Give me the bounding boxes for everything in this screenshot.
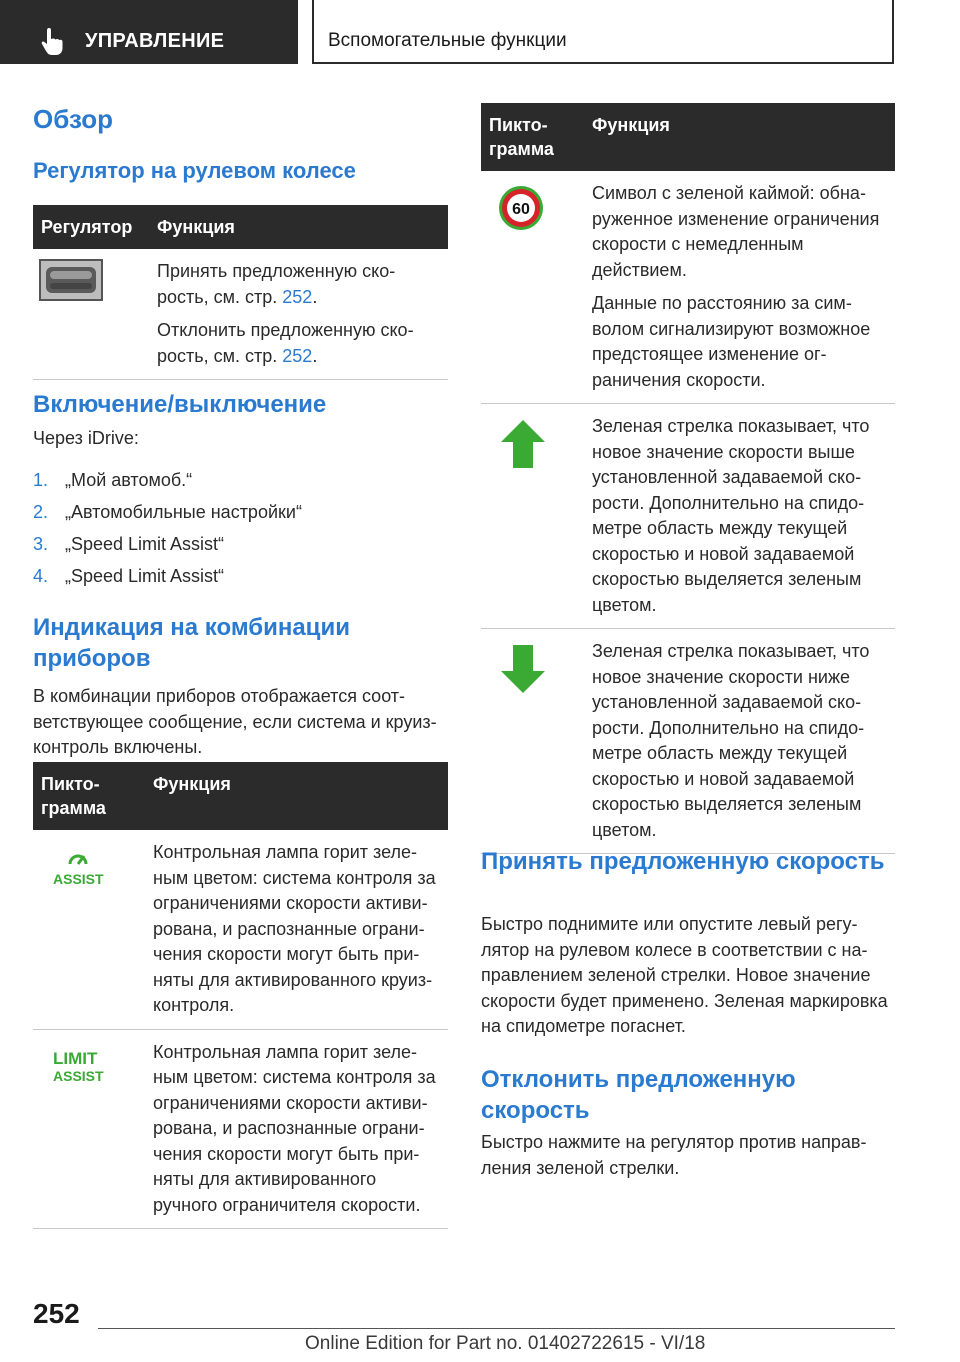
assist-icon-label: ASSIST bbox=[53, 1067, 104, 1084]
table-row bbox=[33, 830, 448, 1029]
table-row bbox=[33, 1029, 448, 1229]
indication-desc: Контрольная лампа горит зеленым цветом: система контроля за ограничениями скорости активирована, и распознанные ограничения скорости могут быть приняты для активированного ручного ограничителя скорости. bbox=[145, 1029, 448, 1229]
symbol-desc: Данные по расстоянию за символом сигнализируют возможное предстоящее изменение ограничения скорости. bbox=[592, 293, 871, 390]
list-item: 4. „Speed Limit Assist“ bbox=[33, 566, 225, 586]
accept-text: Быстро поднимите или опустите левый регулятор на рулевом колесе в соответствии с направлением зеленой стрелки. Новое значение скорости будет применено. Зеленая маркировка на спидометре погаснет. bbox=[481, 914, 888, 1036]
reject-ref: Отклонить предложенную скорость, см. стр. 252. bbox=[157, 320, 414, 366]
reject-title: Отклонить предложенную скорость bbox=[481, 1066, 796, 1124]
col-header-icon: Пиктограмма bbox=[33, 762, 145, 830]
onoff-title: Включение/выключение bbox=[33, 391, 327, 418]
steps-list bbox=[33, 464, 302, 592]
col-header-function: Функция bbox=[149, 205, 448, 249]
section-title: УПРАВЛЕНИЕ bbox=[85, 30, 225, 52]
page-link[interactable]: 252 bbox=[282, 345, 313, 366]
col-header-icon: Пиктограмма bbox=[481, 103, 584, 171]
accept-ref: Принять предложенную скорость, см. стр. 252. bbox=[157, 261, 396, 307]
page-number: 252 bbox=[33, 1298, 80, 1329]
page-link[interactable]: 252 bbox=[282, 286, 313, 307]
table-row bbox=[481, 629, 895, 854]
accept-title: Принять предложенную скорость bbox=[481, 848, 885, 875]
onoff-via: Через iDrive: bbox=[33, 428, 139, 448]
indication-desc: Контрольная лампа горит зеленым цветом: система контроля за ограничениями скорости активирована, и распознанные ограничения скорости могут быть приняты для активированного круиз-контроля. bbox=[145, 830, 448, 1029]
symbol-desc: Символ с зеленой каймой: обнаруженное изменение ограничения скорости с немедленным действием. bbox=[592, 183, 880, 280]
table-row bbox=[481, 171, 895, 404]
chapter-header bbox=[312, 0, 894, 64]
chapter-title: Вспомогательные функции bbox=[328, 30, 567, 51]
list-item: 2. „Автомобильные настройки“ bbox=[33, 502, 302, 522]
list-item: 1. „Мой автомоб.“ bbox=[33, 470, 193, 490]
list-item: 3. „Speed Limit Assist“ bbox=[33, 534, 225, 554]
table-row bbox=[33, 249, 448, 380]
section-tab[interactable] bbox=[0, 0, 298, 64]
arrow-down-icon bbox=[489, 643, 549, 695]
overview-subtitle: Регулятор на рулевом колесе bbox=[33, 158, 356, 183]
limit-assist-icon bbox=[41, 1046, 121, 1086]
steering-lever-icon bbox=[39, 259, 103, 301]
limit-icon-label: LIMIT bbox=[53, 1048, 98, 1068]
reject-text: Быстро нажмите на регулятор против направления зеленой стрелки. bbox=[481, 1132, 867, 1178]
assist-icon-label: ASSIST bbox=[53, 871, 104, 887]
edition-footer: Online Edition for Part no. 01402722615 - VI/18 bbox=[305, 1333, 706, 1354]
assist-icon bbox=[41, 848, 121, 888]
speed-limit-60-icon bbox=[489, 183, 549, 233]
hand-pointer-icon bbox=[40, 26, 64, 56]
indication-text: В комбинации приборов отображается соответствующее сообщение, если система и круиз-контроль включены. bbox=[33, 686, 437, 757]
speed-value: 60 bbox=[512, 201, 530, 218]
symbol-desc: Зеленая стрелка показывает, что новое значение скорости выше установленной задаваемой скорости. Дополнительно на спидометре область между текущей скоростью и новой задаваемой скоростью выделяется зеленым цветом. bbox=[584, 404, 895, 629]
overview-title: Обзор bbox=[33, 104, 113, 134]
col-header-function: Функция bbox=[145, 762, 448, 830]
table-row bbox=[481, 404, 895, 629]
col-header-control: Регулятор bbox=[33, 205, 149, 249]
controls-table bbox=[33, 205, 448, 380]
indication-title: Индикация на комбинации приборов bbox=[33, 614, 350, 672]
symbol-desc: Зеленая стрелка показывает, что новое значение скорости ниже установленной задаваемой скорости. Дополнительно на спидометре область между текущей скоростью и новой задаваемой скоростью выделяется зеленым цветом. bbox=[584, 629, 895, 854]
indication-table bbox=[33, 762, 448, 1229]
footer-divider bbox=[98, 1328, 895, 1329]
arrow-up-icon bbox=[489, 418, 549, 470]
symbols-table bbox=[481, 103, 895, 854]
col-header-function: Функция bbox=[584, 103, 895, 171]
